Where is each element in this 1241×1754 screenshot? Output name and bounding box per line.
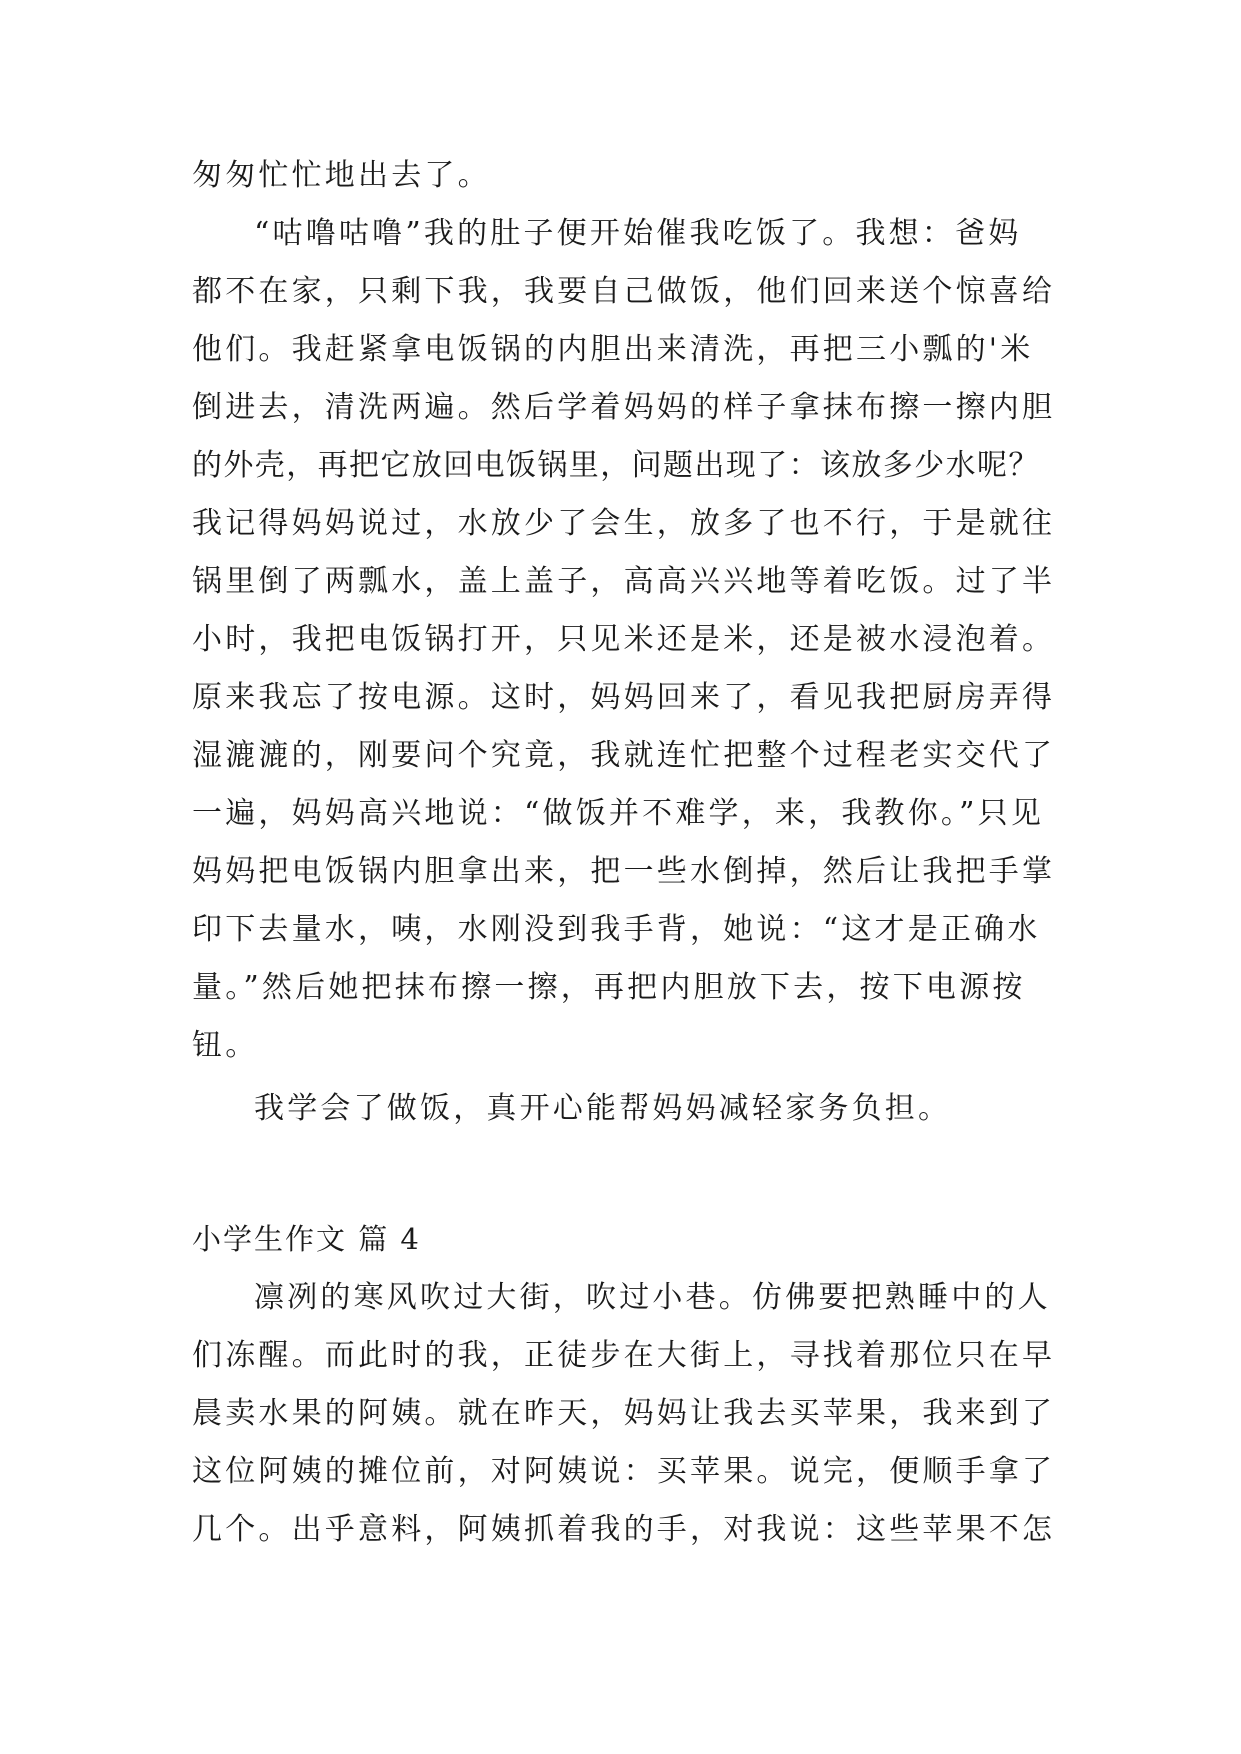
text-line: 倒进去，清洗两遍。然后学着妈妈的样子拿抹布擦一擦内胆 (192, 390, 1056, 425)
text-line: 量。”然后她把抹布擦一擦，再把内胆放下去，按下电源按 (192, 970, 1026, 1005)
text-line: 小时，我把电饭锅打开，只见米还是米，还是被水浸泡着。 (192, 622, 1056, 657)
text-line: 锅里倒了两瓢水，盖上盖子，高高兴兴地等着吃饭。过了半 (192, 564, 1056, 599)
text-line: 一遍，妈妈高兴地说：“做饭并不难学，来，我教你。”只见 (192, 796, 1045, 831)
text-line: 钮。 (192, 1028, 259, 1063)
text-line: 他们。我赶紧拿电饭锅的内胆出来清洗，再把三小瓢的'米 (192, 332, 1034, 367)
text-line: 们冻醒。而此时的我，正徒步在大街上，寻找着那位只在早 (192, 1338, 1056, 1373)
text-line: 印下去量水，咦，水刚没到我手背，她说：“这才是正确水 (192, 912, 1041, 947)
text-line: 都不在家，只剩下我，我要自己做饭，他们回来送个惊喜给 (192, 274, 1056, 309)
text-line: 匆匆忙忙地出去了。 (192, 158, 491, 193)
section-heading: 小学生作文 篇 4 (192, 1222, 421, 1256)
text-line: 几个。出乎意料，阿姨抓着我的手，对我说：这些苹果不怎 (192, 1512, 1056, 1547)
text-line: “咕噜咕噜”我的肚子便开始催我吃饭了。我想：爸妈 (254, 216, 1022, 251)
text-line: 妈妈把电饭锅内胆拿出来，把一些水倒掉，然后让我把手掌 (192, 854, 1056, 889)
text-line: 凛冽的寒风吹过大街，吹过小巷。仿佛要把熟睡中的人 (254, 1280, 1051, 1315)
text-line: 我记得妈妈说过，水放少了会生，放多了也不行，于是就往 (192, 506, 1056, 541)
text-line: 晨卖水果的阿姨。就在昨天，妈妈让我去买苹果，我来到了 (192, 1396, 1056, 1431)
text-line: 湿漉漉的，刚要问个究竟，我就连忙把整个过程老实交代了 (192, 738, 1056, 773)
text-line: 这位阿姨的摊位前，对阿姨说：买苹果。说完，便顺手拿了 (192, 1454, 1056, 1489)
text-line: 的外壳，再把它放回电饭锅里，问题出现了：该放多少水呢？ (192, 448, 1040, 483)
text-line: 原来我忘了按电源。这时，妈妈回来了，看见我把厨房弄得 (192, 680, 1056, 715)
text-line: 我学会了做饭，真开心能帮妈妈减轻家务负担。 (254, 1091, 952, 1126)
